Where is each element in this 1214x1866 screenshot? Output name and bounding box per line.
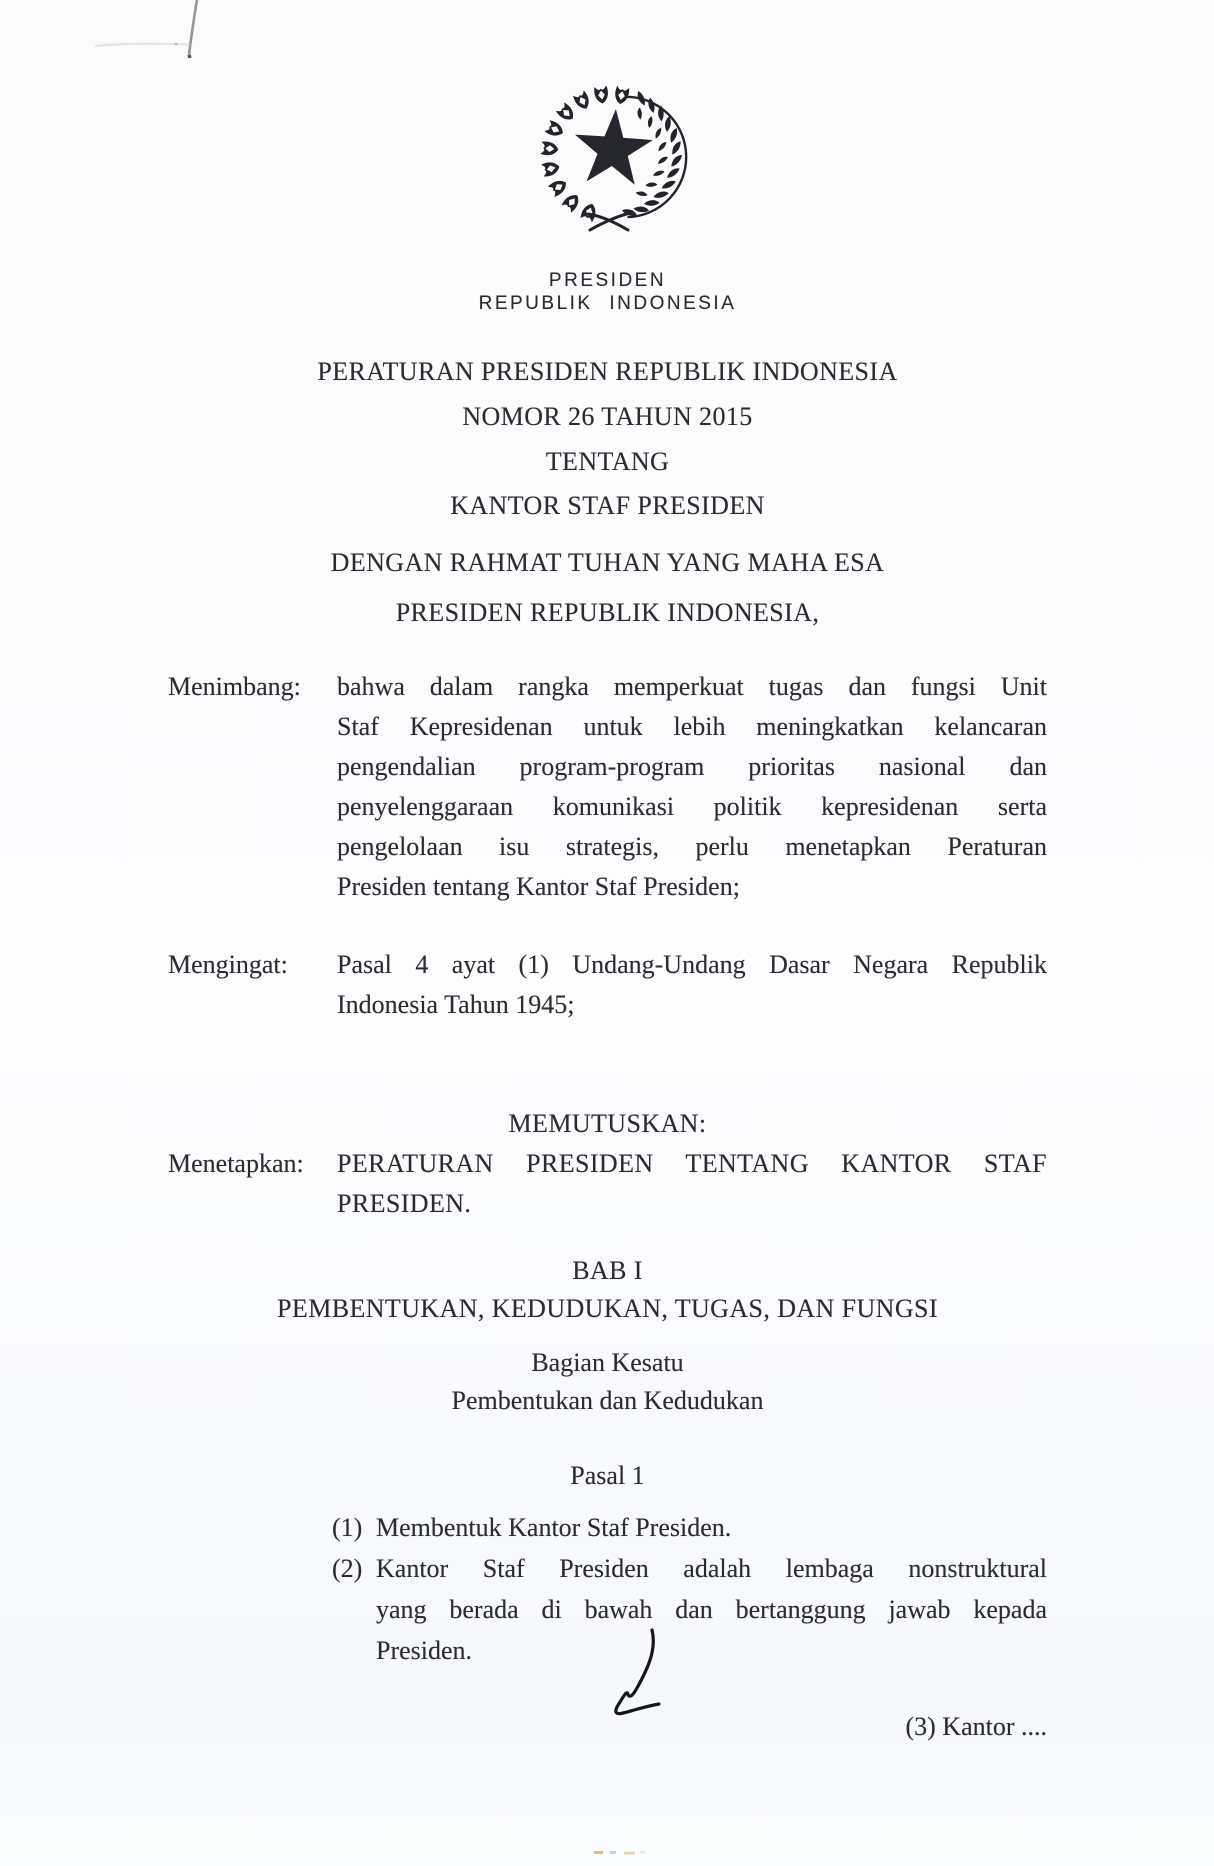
menetapkan-line: PERATURAN PRESIDEN TENTANG KANTOR STAF [337,1149,1047,1178]
regulation-subject: KANTOR STAF PRESIDEN [450,491,765,520]
catchword: (3) Kantor .... [905,1712,1047,1741]
menimbang-line: Staf Kepresidenan untuk lebih meningkatkan kelancaran [337,712,1047,741]
regulation-title-line1: PERATURAN PRESIDEN REPUBLIK INDONESIA [317,357,898,386]
menimbang-line: pengelolaan isu strategis, perlu menetapkan Peraturan [337,832,1047,861]
signature-paraph-icon [592,1624,682,1724]
mengingat-line: Pasal 4 ayat (1) Undang-Undang Dasar Negara Republik [337,950,1047,979]
invocation-line: DENGAN RAHMAT TUHAN YANG MAHA ESA [330,548,885,577]
pen-mark-icon [80,0,240,70]
regulation-number: NOMOR 26 TAHUN 2015 [462,402,753,431]
menimbang-label: Menimbang: [168,672,301,701]
menetapkan-label: Menetapkan: [168,1149,304,1178]
list-item-number: (1) [332,1513,363,1542]
letterhead-line1: PRESIDEN [548,270,667,291]
chapter-heading: BAB I [572,1256,643,1285]
memutuskan-heading: MEMUTUSKAN: [508,1109,707,1138]
menimbang-line: penyelenggaraan komunikasi politik kepresidenan serta [337,792,1047,821]
letterhead-line2: REPUBLIK INDONESIA [478,293,737,314]
mengingat-line: Indonesia Tahun 1945; [337,990,575,1019]
section-title: Pembentukan dan Kedudukan [451,1386,764,1415]
list-item-line: Kantor Staf Presiden adalah lembaga nonstruktural [376,1554,1047,1583]
list-item-line: Presiden. [376,1636,473,1665]
menimbang-line: Presiden tentang Kantor Staf Presiden; [337,872,740,901]
list-item-line: Membentuk Kantor Staf Presiden. [376,1513,732,1542]
chapter-title: PEMBENTUKAN, KEDUDUKAN, TUGAS, DAN FUNGSI [277,1294,938,1323]
menimbang-line: pengendalian program-program prioritas nasional dan [337,752,1047,781]
article-heading: Pasal 1 [570,1461,645,1490]
section-heading: Bagian Kesatu [531,1348,684,1377]
menimbang-line: bahwa dalam rangka memperkuat tugas dan fungsi Unit [337,672,1047,701]
list-item-number: (2) [332,1554,363,1583]
regulation-tentang: TENTANG [545,447,670,476]
scan-speck-icon [580,1846,670,1858]
mengingat-label: Mengingat: [168,950,288,979]
menetapkan-line: PRESIDEN. [337,1189,472,1218]
presidential-emblem-icon [530,80,690,232]
authority-line: PRESIDEN REPUBLIK INDONESIA, [395,598,820,627]
list-item-line: yang berada di bawah dan bertanggung jawab kepada [376,1595,1047,1624]
